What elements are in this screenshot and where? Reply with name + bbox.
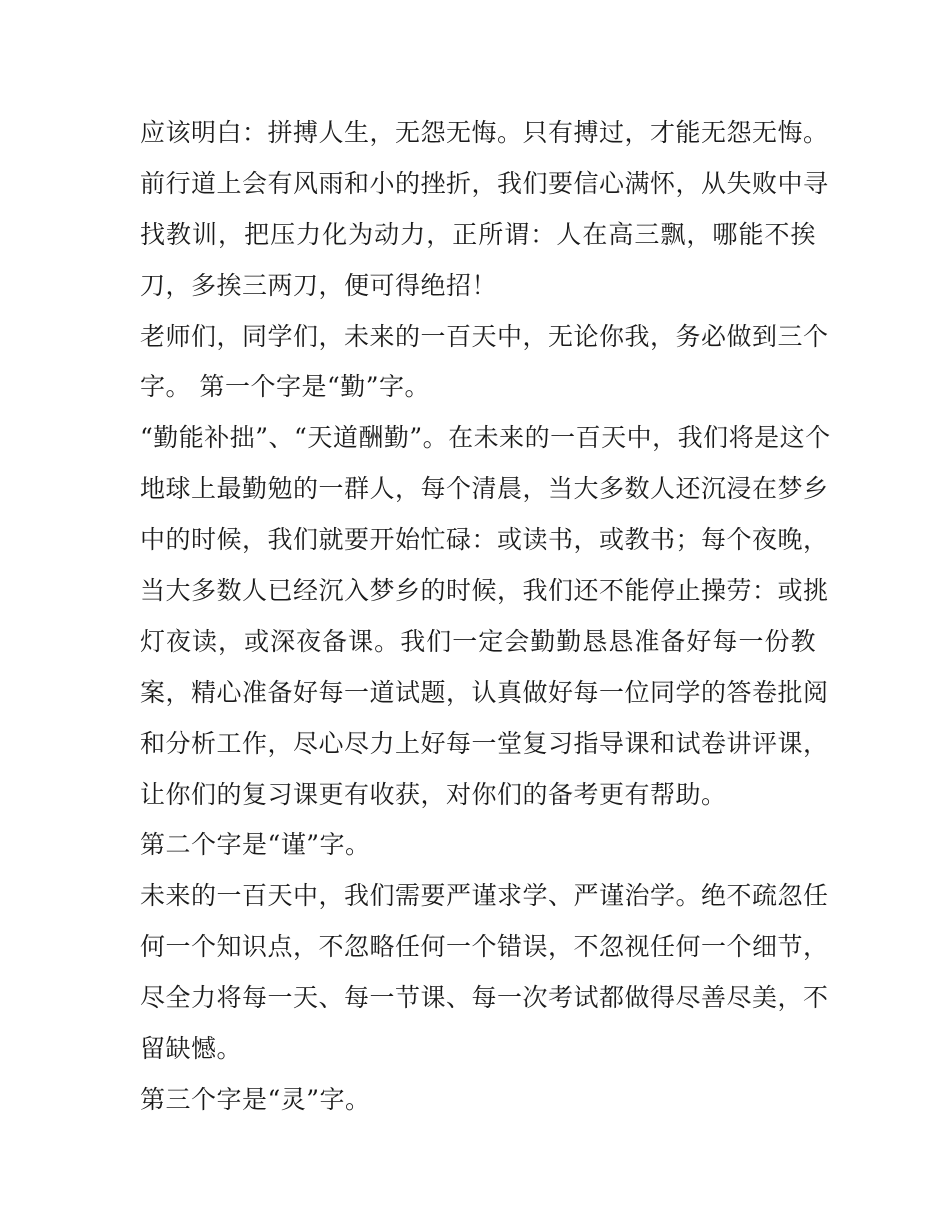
paragraph-line-6: 字。 第一个字是“勤”字。 xyxy=(140,372,431,402)
paragraph-line-15: 第二个字是“谨”字。 xyxy=(140,830,371,860)
paragraph-line-19: 留缺憾。 xyxy=(140,1034,243,1064)
paragraph-line-5: 老师们，同学们，未来的一百天中，无论你我，务必做到三个 xyxy=(140,321,829,351)
paragraph-line-16: 未来的一百天中，我们需要严谨求学、严谨治学。绝不疏忽任 xyxy=(140,881,829,911)
paragraph-line-14: 让你们的复习课更有收获，对你们的备考更有帮助。 xyxy=(140,779,727,809)
document-body xyxy=(140,108,831,1126)
paragraph-line-20: 第三个字是“灵”字。 xyxy=(140,1084,371,1114)
paragraph-line-11: 灯夜读，或深夜备课。我们一定会勤勤恳恳准备好每一份教 xyxy=(140,626,816,656)
paragraph-line-10: 当大多数人已经沉入梦乡的时候，我们还不能停止操劳：或挑 xyxy=(140,576,829,606)
paragraph-line-3: 找教训，把压力化为动力，正所谓：人在高三飘，哪能不挨 xyxy=(140,219,816,249)
paragraph-line-9: 中的时候，我们就要开始忙碌：或读书，或教书；每个夜晚， xyxy=(140,525,829,555)
paragraph-line-4: 刀，多挨三两刀，便可得绝招！ xyxy=(140,270,498,300)
paragraph-line-1: 应该明白：拼搏人生，无怨无悔。只有搏过，才能无怨无悔。 xyxy=(140,118,829,147)
paragraph-line-7: “勤能补拙”、“天道酬勤”。在未来的一百天中，我们将是这个 xyxy=(140,423,831,453)
paragraph-line-13: 和分析工作，尽心尽力上好每一堂复习指导课和试卷讲评课， xyxy=(140,728,829,758)
paragraph-line-17: 何一个知识点，不忽略任何一个错误，不忽视任何一个细节， xyxy=(140,932,829,962)
paragraph-line-2: 前行道上会有风雨和小的挫折，我们要信心满怀，从失败中寻 xyxy=(140,168,829,198)
paragraph-line-8: 地球上最勤勉的一群人，每个清晨，当大多数人还沉浸在梦乡 xyxy=(140,474,829,504)
paragraph-line-12: 案，精心准备好每一道试题，认真做好每一位同学的答卷批阅 xyxy=(140,677,829,707)
paragraph-line-18: 尽全力将每一天、每一节课、每一次考试都做得尽善尽美，不 xyxy=(140,983,829,1013)
